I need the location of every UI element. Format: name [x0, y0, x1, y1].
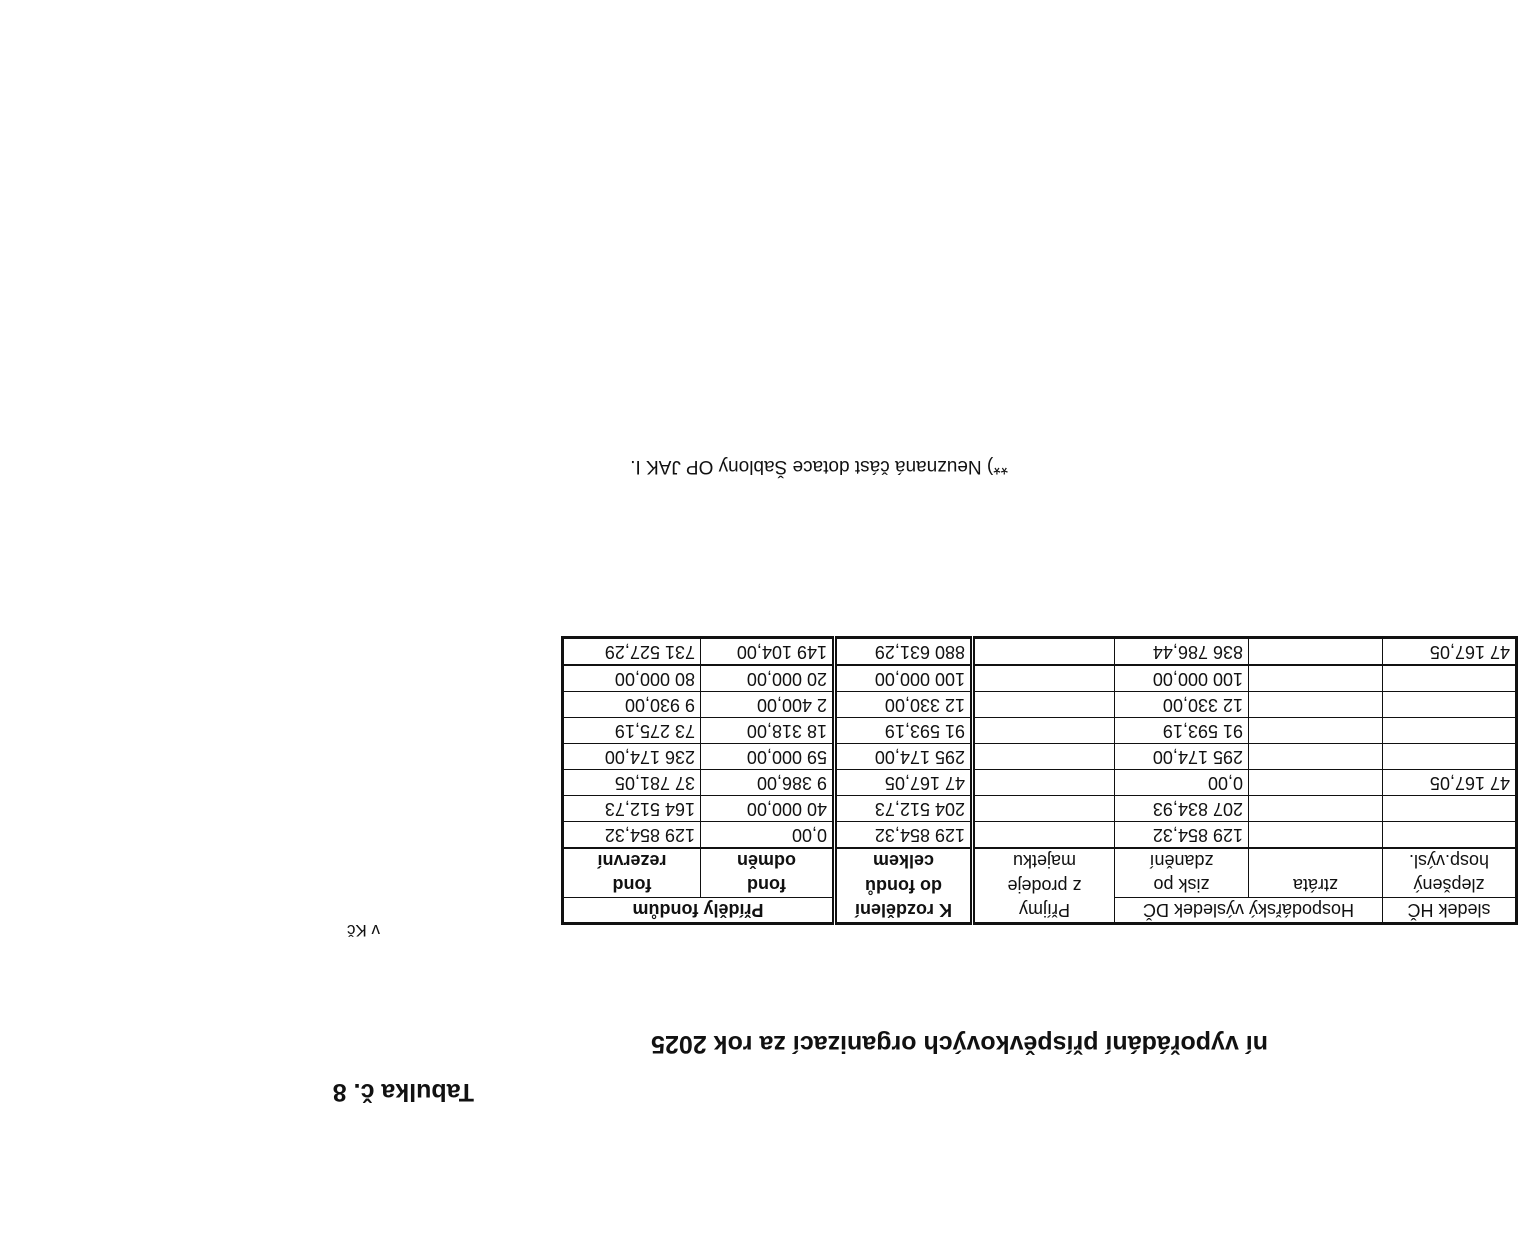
header-dc-group: Hospodářský výsledek DČ	[1115, 898, 1383, 924]
table-row	[563, 718, 1517, 744]
cell-fond-odmen: 20 000,00	[701, 665, 835, 692]
cell-k-rozdeleni: 100 000,00	[835, 665, 973, 692]
cell-prijmy	[973, 770, 1115, 796]
cell-k-rozdeleni: 204 512,73	[835, 796, 973, 822]
total-zisk: 836 786,44	[1115, 638, 1249, 666]
header-ztrata-blank	[1249, 848, 1383, 873]
cell-fond-rezervni: 80 000,00	[563, 665, 701, 692]
header-prijmy-2: z prodeje	[973, 873, 1115, 898]
footnote: **) Neuznaná část dotace Šablony OP JAK I.	[630, 456, 1008, 477]
total-prijmy	[973, 638, 1115, 666]
total-fond-rezervni: 731 527,29	[563, 638, 701, 666]
cell-fond-rezervni: 129 854,32	[563, 822, 701, 849]
cell-fond-odmen: 59 000,00	[701, 744, 835, 770]
cell-fond-rezervni: 73 275,19	[563, 718, 701, 744]
cell-fond-odmen: 40 000,00	[701, 796, 835, 822]
total-hc: 47 167,05	[1383, 638, 1517, 666]
header-row-1	[563, 898, 1517, 924]
cell-k-rozdeleni: 47 167,05	[835, 770, 973, 796]
header-fond-odmen-2: odměn	[701, 848, 835, 873]
cell-zisk: 0,00	[1115, 770, 1249, 796]
cell-fond-odmen: 18 318,00	[701, 718, 835, 744]
header-fond-rezervni-2: rezervní	[563, 848, 701, 873]
cell-hc	[1383, 665, 1517, 692]
cell-fond-odmen: 0,00	[701, 822, 835, 849]
cell-ztrata	[1249, 822, 1383, 849]
cell-k-rozdeleni: 91 593,19	[835, 718, 973, 744]
cell-ztrata	[1249, 665, 1383, 692]
cell-hc	[1383, 796, 1517, 822]
cell-fond-rezervni: 164 512,73	[563, 796, 701, 822]
cell-prijmy	[973, 744, 1115, 770]
header-k-rozdeleni-2: do fondů	[835, 873, 973, 898]
table-row	[563, 822, 1517, 849]
header-fond-rezervni-1: fond	[563, 873, 701, 898]
header-k-rozdeleni-1: K rozdělení	[835, 898, 973, 924]
header-zisk-2: zdanění	[1115, 848, 1249, 873]
header-hc-2: hosp.výsl.	[1383, 848, 1517, 873]
header-fond-odmen-1: fond	[701, 873, 835, 898]
header-hc-group: sledek HČ	[1383, 898, 1517, 924]
header-hc-1: zlepšený	[1383, 873, 1517, 898]
cell-k-rozdeleni: 12 330,00	[835, 692, 973, 718]
cell-fond-rezervni: 236 174,00	[563, 744, 701, 770]
table-row	[563, 692, 1517, 718]
header-fondy-group: Příděly fondům	[563, 898, 835, 924]
cell-prijmy	[973, 718, 1115, 744]
cell-hc	[1383, 744, 1517, 770]
cell-ztrata	[1249, 692, 1383, 718]
cell-hc: 47 167,05	[1383, 770, 1517, 796]
header-ztrata: ztráta	[1249, 873, 1383, 898]
cell-zisk: 129 854,32	[1115, 822, 1249, 849]
document-title: ní vypořádání příspěvkových organizací za rok 2025	[651, 1030, 1268, 1058]
cell-ztrata	[1249, 718, 1383, 744]
table-row	[563, 796, 1517, 822]
table-label: Tabulka č. 8	[332, 1078, 474, 1106]
total-row	[563, 638, 1517, 666]
cell-ztrata	[1249, 770, 1383, 796]
cell-ztrata	[1249, 744, 1383, 770]
cell-prijmy	[973, 822, 1115, 849]
cell-prijmy	[973, 665, 1115, 692]
header-zisk-1: zisk po	[1115, 873, 1249, 898]
header-row-2	[563, 873, 1517, 898]
cell-fond-rezervni: 37 781,05	[563, 770, 701, 796]
cell-zisk: 207 834,93	[1115, 796, 1249, 822]
header-prijmy-3: majetku	[973, 848, 1115, 873]
cell-zisk: 12 330,00	[1115, 692, 1249, 718]
cell-hc	[1383, 822, 1517, 849]
cell-prijmy	[973, 796, 1115, 822]
cell-prijmy	[973, 692, 1115, 718]
cell-hc	[1383, 692, 1517, 718]
cell-k-rozdeleni: 295 174,00	[835, 744, 973, 770]
cell-fond-odmen: 2 400,00	[701, 692, 835, 718]
total-ztrata	[1249, 638, 1383, 666]
cell-hc	[1383, 718, 1517, 744]
header-row-3	[563, 848, 1517, 873]
total-fond-odmen: 149 104,00	[701, 638, 835, 666]
cell-ztrata	[1249, 796, 1383, 822]
header-prijmy-1: Příjmy	[973, 898, 1115, 924]
cell-fond-rezervni: 9 930,00	[563, 692, 701, 718]
settlement-table	[561, 636, 1518, 925]
cell-k-rozdeleni: 129 854,32	[835, 822, 973, 849]
table-row	[563, 665, 1517, 692]
header-k-rozdeleni-3: celkem	[835, 848, 973, 873]
table-row	[563, 770, 1517, 796]
total-k-rozdeleni: 880 631,29	[835, 638, 973, 666]
unit-label: v Kč	[346, 921, 380, 940]
cell-zisk: 100 000,00	[1115, 665, 1249, 692]
cell-zisk: 91 593,19	[1115, 718, 1249, 744]
cell-zisk: 295 174,00	[1115, 744, 1249, 770]
table-row	[563, 744, 1517, 770]
cell-fond-odmen: 9 386,00	[701, 770, 835, 796]
